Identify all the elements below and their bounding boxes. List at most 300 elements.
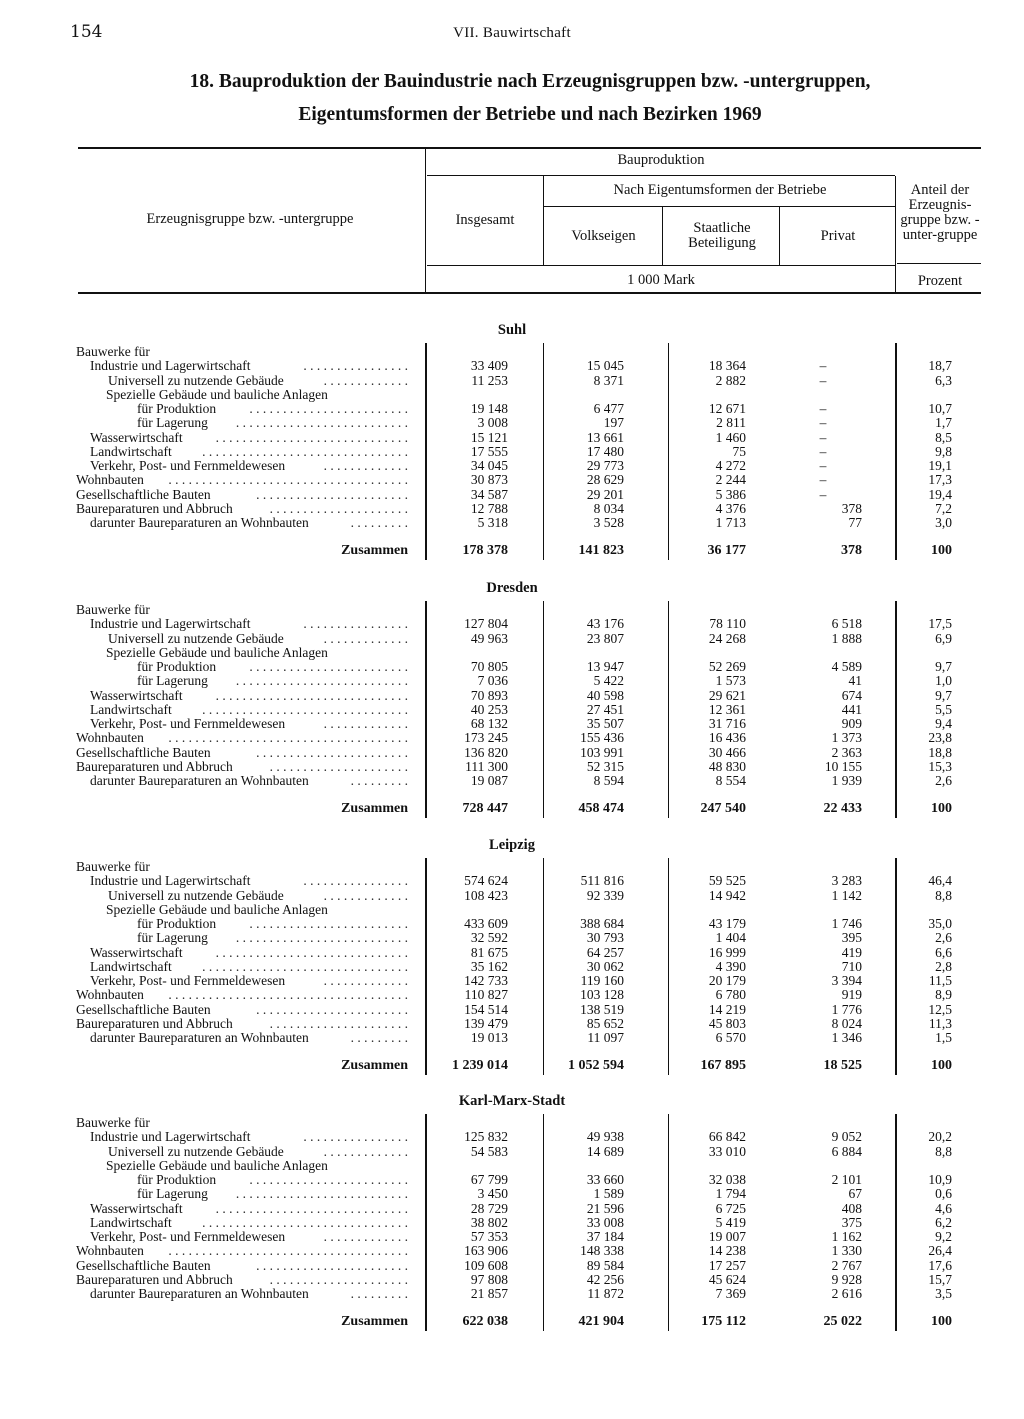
table-row xyxy=(0,774,1024,788)
leader-dots: . . . . . . . . . . . . . . . . . . . . . . . . xyxy=(249,916,408,931)
header-vline-insgesamt xyxy=(543,176,544,265)
cell-value: 2 244 xyxy=(715,472,746,488)
row-label: Gesellschaftliche Bauten xyxy=(76,1001,211,1017)
cell-value: 1 460 xyxy=(715,429,746,445)
cell-value: 43 179 xyxy=(708,916,746,931)
row-label: für Produktion xyxy=(137,659,217,674)
cell-value: 9,4 xyxy=(935,716,952,731)
row-label: für Lagerung xyxy=(137,673,208,689)
cell-value: 419 xyxy=(841,944,862,960)
cell-value: 433 609 xyxy=(464,916,508,931)
table-row xyxy=(0,388,1024,402)
cell-value: 10,7 xyxy=(928,401,952,416)
row-label: Baureparaturen und Abbruch xyxy=(76,500,233,516)
cell-value: 119 160 xyxy=(580,973,624,988)
total-label: Zusammen xyxy=(341,543,408,559)
row-label: Spezielle Gebäude und bauliche Anlagen xyxy=(106,644,328,660)
cell-value: 6 725 xyxy=(715,1200,746,1216)
cell-value: 3 528 xyxy=(593,515,624,530)
leader-dots: . . . . . . . . . . . . . . . . . . . . . . . . . . . . . xyxy=(215,1200,408,1216)
leader-dots: . . . . . . . . . . . . . . . . . . . . . . . . . . xyxy=(235,415,408,431)
total-value: 458 474 xyxy=(578,801,624,817)
header-unit-prozent: Prozent xyxy=(917,273,963,289)
cell-value: 2 767 xyxy=(831,1257,862,1273)
leader-dots: . . . . . . . . . . . . . xyxy=(323,1143,408,1159)
cell-value: 48 830 xyxy=(708,758,746,774)
total-value: 622 038 xyxy=(462,1314,508,1330)
cell-value: 8,5 xyxy=(935,429,952,445)
cell-value: 6,9 xyxy=(935,630,952,646)
cell-value: 16 999 xyxy=(708,944,746,960)
row-label: Wasserwirtschaft xyxy=(90,944,183,960)
table-row xyxy=(0,946,1024,960)
leader-dots: . . . . . . . . . . . . . . . . . . . . . . . . . . xyxy=(235,1186,408,1202)
leader-dots: . . . . . . . . . . . . . . . . . . . . . . . . . . . . . . . . . . . . xyxy=(168,730,408,746)
column-rule xyxy=(543,1114,544,1331)
row-label: Baureparaturen und Abbruch xyxy=(76,758,233,774)
column-rule xyxy=(425,858,427,1075)
column-rule xyxy=(543,343,544,560)
row-label: Landwirtschaft xyxy=(90,443,172,459)
cell-value: 9,7 xyxy=(935,659,952,674)
cell-value: 108 423 xyxy=(464,887,508,903)
cell-value: 7 036 xyxy=(477,673,508,689)
cell-value: 1 404 xyxy=(715,930,746,946)
table-row xyxy=(0,473,1024,487)
row-label: Verkehr, Post- und Fernmeldewesen xyxy=(90,716,286,731)
column-rule xyxy=(895,1114,897,1331)
column-rule xyxy=(425,1114,427,1331)
cell-value: 1 589 xyxy=(593,1186,624,1202)
header-bottom-rule xyxy=(78,292,981,294)
leader-dots: . . . . . . . . . xyxy=(350,773,408,788)
table-row xyxy=(0,459,1024,473)
header-vline-stub xyxy=(425,148,426,293)
cell-value: 33 010 xyxy=(708,1143,746,1159)
cell-value: 19 013 xyxy=(470,1030,508,1045)
table-row xyxy=(0,516,1024,530)
section-heading: Suhl xyxy=(497,322,527,338)
row-label: Verkehr, Post- und Fernmeldewesen xyxy=(90,973,286,988)
cell-value: 52 269 xyxy=(708,659,746,674)
cell-value: – xyxy=(819,401,827,416)
cell-value: 1 746 xyxy=(831,916,862,931)
cell-value: 1 330 xyxy=(831,1243,862,1259)
leader-dots: . . . . . . . . . . . . . xyxy=(323,630,408,646)
column-rule xyxy=(425,601,427,818)
table-row xyxy=(0,1259,1024,1273)
cell-value: 34 045 xyxy=(470,458,508,473)
table-row xyxy=(0,617,1024,631)
total-value: 1 052 594 xyxy=(568,1058,624,1074)
cell-value: 388 684 xyxy=(580,916,624,931)
cell-value: 9 052 xyxy=(831,1129,862,1145)
cell-value: 68 132 xyxy=(470,716,508,731)
cell-value: 92 339 xyxy=(586,887,624,903)
cell-value: 511 816 xyxy=(580,873,624,889)
cell-value: 2,6 xyxy=(935,930,952,946)
leader-dots: . . . . . . . . . . . . . . . . . . . . . . . . . . . . . . . . . . . . xyxy=(168,987,408,1003)
cell-value: 15,7 xyxy=(928,1271,952,1287)
header-vline-staatlich xyxy=(779,207,780,265)
cell-value: 17,3 xyxy=(928,472,952,488)
cell-value: 8 554 xyxy=(715,773,746,788)
table-row xyxy=(0,402,1024,416)
header-staatliche: Staatliche Beteiligung xyxy=(688,220,756,251)
cell-value: 674 xyxy=(841,687,862,703)
table-row xyxy=(0,903,1024,917)
column-rule xyxy=(895,858,897,1075)
cell-value: 11 097 xyxy=(587,1030,624,1045)
cell-value: 136 820 xyxy=(464,744,508,760)
cell-value: 11 872 xyxy=(587,1286,624,1301)
leader-dots: . . . . . . . . . . . . . . . . . . . . . . . . . . . . . . . xyxy=(202,958,408,974)
cell-value: 17 480 xyxy=(586,443,624,459)
cell-value: 11 253 xyxy=(471,372,508,388)
cell-value: 27 451 xyxy=(586,701,624,717)
table-row xyxy=(0,603,1024,617)
cell-value: 14 238 xyxy=(708,1243,746,1259)
row-label: für Lagerung xyxy=(137,415,208,431)
cell-value: 20 179 xyxy=(708,973,746,988)
table-row xyxy=(0,1244,1024,1258)
cell-value: 7,2 xyxy=(935,500,952,516)
table-row xyxy=(0,1017,1024,1031)
leader-dots: . . . . . . . . . . . . . . . . . . . . . . . . . . . . . . . . . . . . xyxy=(168,472,408,488)
total-value: 100 xyxy=(931,1314,952,1330)
total-value: 100 xyxy=(931,801,952,817)
table-row xyxy=(0,1273,1024,1287)
cell-value: 24 268 xyxy=(708,630,746,646)
table-title-line-2: Eigentumsformen der Betriebe und nach Bezirken 1969 xyxy=(298,104,762,125)
cell-value: 1 939 xyxy=(831,773,862,788)
table-row xyxy=(0,646,1024,660)
cell-value: 125 832 xyxy=(464,1129,508,1145)
column-rule xyxy=(668,1114,669,1331)
cell-value: 4 589 xyxy=(831,659,862,674)
cell-value: 7 369 xyxy=(715,1286,746,1301)
table-title-line-1: 18. Bauproduktion der Bauindustrie nach Erzeugnisgruppen bzw. -untergruppen, xyxy=(189,71,871,92)
cell-value: 70 805 xyxy=(470,659,508,674)
column-rule xyxy=(668,601,669,818)
cell-value: 5 422 xyxy=(593,673,624,689)
leader-dots: . . . . . . . . . . . . . . . . . . . . . . . . . . . . . xyxy=(215,429,408,445)
cell-value: 66 842 xyxy=(708,1129,746,1145)
cell-value: 0,6 xyxy=(935,1186,952,1202)
row-label: Wohnbauten xyxy=(76,472,144,488)
page-number: 154 xyxy=(70,22,103,42)
leader-dots: . . . . . . . . . . . . . . . . . . . . . . . . xyxy=(249,1172,408,1187)
total-value: 421 904 xyxy=(578,1314,624,1330)
cell-value: – xyxy=(819,443,827,459)
total-value: 175 112 xyxy=(701,1314,746,1330)
table-row xyxy=(0,1187,1024,1201)
table-row xyxy=(0,502,1024,516)
cell-value: 49 963 xyxy=(470,630,508,646)
leader-dots: . . . . . . . . . . . . . xyxy=(323,1229,408,1244)
row-label: Universell zu nutzende Gebäude xyxy=(108,372,284,388)
table-row xyxy=(0,674,1024,688)
cell-value: 77 xyxy=(848,515,862,530)
cell-value: 9,7 xyxy=(935,687,952,703)
header-insgesamt: Insgesamt xyxy=(455,212,515,228)
leader-dots: . . . . . . . . . . . . . . . . . . . . . . . . . . . . . . . xyxy=(202,1214,408,1230)
cell-value: 41 xyxy=(848,673,862,689)
cell-value: 2 882 xyxy=(715,372,746,388)
row-label: Landwirtschaft xyxy=(90,958,172,974)
header-volkseigen: Volkseigen xyxy=(571,228,636,244)
cell-value: 78 110 xyxy=(709,616,746,632)
cell-value: 3 450 xyxy=(477,1186,508,1202)
cell-value: 8 371 xyxy=(593,372,624,388)
cell-value: 20,2 xyxy=(928,1129,952,1145)
cell-value: 11,5 xyxy=(928,973,952,988)
leader-dots: . . . . . . . . . . . . . . . . . . . . . . . . . . . . . . . xyxy=(202,701,408,717)
column-rule xyxy=(425,343,427,560)
leader-dots: . . . . . . . . . . . . . . . . . . . . . xyxy=(269,1271,408,1287)
cell-value: 4 272 xyxy=(715,458,746,473)
cell-value: 148 338 xyxy=(580,1243,624,1259)
column-rule xyxy=(895,601,897,818)
total-value: 22 433 xyxy=(823,801,862,817)
cell-value: 9,2 xyxy=(935,1229,952,1244)
table-row xyxy=(0,1230,1024,1244)
table-row xyxy=(0,1159,1024,1173)
table-row xyxy=(0,917,1024,931)
table-row xyxy=(0,860,1024,874)
cell-value: 3 394 xyxy=(831,973,862,988)
cell-value: 13 661 xyxy=(586,429,624,445)
row-label: für Produktion xyxy=(137,1172,217,1187)
row-label: Spezielle Gebäude und bauliche Anlagen xyxy=(106,386,328,402)
cell-value: 45 803 xyxy=(708,1015,746,1031)
total-row xyxy=(0,1315,1024,1329)
total-row xyxy=(0,802,1024,816)
cell-value: 10 155 xyxy=(824,758,862,774)
section-heading: Leipzig xyxy=(489,837,535,853)
leader-dots: . . . . . . . . . xyxy=(350,1030,408,1045)
cell-value: 14 689 xyxy=(586,1143,624,1159)
cell-value: 1,7 xyxy=(935,415,952,431)
cell-value: 395 xyxy=(841,930,862,946)
eigentum-rule xyxy=(543,206,895,207)
table-row xyxy=(0,445,1024,459)
leader-dots: . . . . . . . . . . . . . . . . xyxy=(303,616,408,632)
cell-value: 5 419 xyxy=(715,1214,746,1230)
row-label: darunter Baureparaturen an Wohnbauten xyxy=(90,1030,309,1045)
cell-value: 30 793 xyxy=(586,930,624,946)
cell-value: 30 062 xyxy=(586,958,624,974)
total-value: 100 xyxy=(931,543,952,559)
table-row xyxy=(0,689,1024,703)
header-privat: Privat xyxy=(820,228,856,244)
cell-value: 32 038 xyxy=(708,1172,746,1187)
table-row xyxy=(0,874,1024,888)
cell-value: 909 xyxy=(841,716,862,731)
cell-value: 43 176 xyxy=(586,616,624,632)
row-label: Wasserwirtschaft xyxy=(90,687,183,703)
total-value: 100 xyxy=(931,1058,952,1074)
cell-value: 2 811 xyxy=(716,415,746,431)
column-rule xyxy=(543,858,544,1075)
cell-value: 2 616 xyxy=(831,1286,862,1301)
cell-value: 45 624 xyxy=(708,1271,746,1287)
cell-value: 197 xyxy=(603,415,624,431)
cell-value: 11,3 xyxy=(928,1015,952,1031)
cell-value: 29 773 xyxy=(586,458,624,473)
column-rule xyxy=(895,343,897,560)
cell-value: 8 024 xyxy=(831,1015,862,1031)
cell-value: 173 245 xyxy=(464,730,508,746)
cell-value: 2 101 xyxy=(831,1172,862,1187)
cell-value: 15 045 xyxy=(586,358,624,374)
cell-value: 2,8 xyxy=(935,958,952,974)
cell-value: 30 873 xyxy=(470,472,508,488)
cell-value: 441 xyxy=(841,701,862,717)
total-value: 25 022 xyxy=(823,1314,862,1330)
leader-dots: . . . . . . . . . . . . . . . . . . . . . . . xyxy=(256,744,408,760)
row-label: Baureparaturen und Abbruch xyxy=(76,1271,233,1287)
total-value: 36 177 xyxy=(707,543,746,559)
cell-value: 155 436 xyxy=(580,730,624,746)
row-label: Bauwerke für xyxy=(76,859,150,874)
cell-value: 18,8 xyxy=(928,744,952,760)
header-stub: Erzeugnisgruppe bzw. -untergruppe xyxy=(146,211,354,227)
cell-value: 70 893 xyxy=(470,687,508,703)
leader-dots: . . . . . . . . . . . . . xyxy=(323,372,408,388)
cell-value: – xyxy=(819,458,827,473)
total-label: Zusammen xyxy=(341,801,408,817)
leader-dots: . . . . . . . . . . . . . . . . . . . . . . . xyxy=(256,1001,408,1017)
cell-value: 59 525 xyxy=(708,873,746,889)
table-row xyxy=(0,416,1024,430)
leader-dots: . . . . . . . . . xyxy=(350,515,408,530)
cell-value: 21 857 xyxy=(470,1286,508,1301)
cell-value: 139 479 xyxy=(464,1015,508,1031)
cell-value: – xyxy=(819,358,827,374)
leader-dots: . . . . . . . . . . . . . . . . . . . . . . . . . . . . . xyxy=(215,944,408,960)
table-row xyxy=(0,1145,1024,1159)
table-row xyxy=(0,1031,1024,1045)
header-nach-eigentum: Nach Eigentumsformen der Betriebe xyxy=(613,182,827,198)
table-row xyxy=(0,488,1024,502)
cell-value: 1 373 xyxy=(831,730,862,746)
cell-value: 19,4 xyxy=(928,486,952,502)
cell-value: 1 776 xyxy=(831,1001,862,1017)
row-label: Bauwerke für xyxy=(76,1115,150,1130)
header-top-rule xyxy=(78,147,981,149)
cell-value: 21 596 xyxy=(586,1200,624,1216)
cell-value: 28 729 xyxy=(470,1200,508,1216)
cell-value: 3 283 xyxy=(831,873,862,889)
cell-value: 1 346 xyxy=(831,1030,862,1045)
table-row xyxy=(0,746,1024,760)
leader-dots: . . . . . . . . . . . . . . . . . . . . . . . . . . . . . xyxy=(215,687,408,703)
row-label: Verkehr, Post- und Fernmeldewesen xyxy=(90,458,286,473)
cell-value: 35 507 xyxy=(586,716,624,731)
cell-value: 1 794 xyxy=(715,1186,746,1202)
cell-value: 35,0 xyxy=(928,916,952,931)
cell-value: 6 570 xyxy=(715,1030,746,1045)
row-label: Industrie und Lagerwirtschaft xyxy=(90,1129,251,1145)
cell-value: 9,8 xyxy=(935,443,952,459)
cell-value: 89 584 xyxy=(586,1257,624,1273)
cell-value: 19 087 xyxy=(470,773,508,788)
cell-value: 3,5 xyxy=(935,1286,952,1301)
cell-value: 15,3 xyxy=(928,758,952,774)
column-rule xyxy=(668,343,669,560)
cell-value: 35 162 xyxy=(470,958,508,974)
leader-dots: . . . . . . . . . xyxy=(350,1286,408,1301)
total-label: Zusammen xyxy=(341,1314,408,1330)
cell-value: 1 142 xyxy=(831,887,862,903)
cell-value: 6,3 xyxy=(935,372,952,388)
cell-value: 163 906 xyxy=(464,1243,508,1259)
anteil-rule xyxy=(897,263,981,264)
cell-value: 10,9 xyxy=(928,1172,952,1187)
running-head: VII. Bauwirtschaft xyxy=(453,25,571,41)
leader-dots: . . . . . . . . . . . . . xyxy=(323,458,408,473)
table-row xyxy=(0,889,1024,903)
row-label: Wasserwirtschaft xyxy=(90,1200,183,1216)
cell-value: 19 148 xyxy=(470,401,508,416)
table-row xyxy=(0,1130,1024,1144)
leader-dots: . . . . . . . . . . . . . . . . . . . . . . . . . . . . . . . . . . . . xyxy=(168,1243,408,1259)
cell-value: – xyxy=(819,472,827,488)
header-anteil: Anteil der Erzeugnis-gruppe bzw. -unter-gruppe xyxy=(900,182,980,243)
table-row xyxy=(0,431,1024,445)
row-label: für Lagerung xyxy=(137,930,208,946)
table-row xyxy=(0,1003,1024,1017)
row-label: Industrie und Lagerwirtschaft xyxy=(90,358,251,374)
row-label: Wohnbauten xyxy=(76,1243,144,1259)
cell-value: – xyxy=(819,486,827,502)
row-label: Universell zu nutzende Gebäude xyxy=(108,887,284,903)
cell-value: 85 652 xyxy=(586,1015,624,1031)
total-value: 728 447 xyxy=(462,801,508,817)
table-row xyxy=(0,1116,1024,1130)
cell-value: 52 315 xyxy=(586,758,624,774)
cell-value: 33 409 xyxy=(470,358,508,374)
cell-value: 6 518 xyxy=(831,616,862,632)
cell-value: 42 256 xyxy=(586,1271,624,1287)
cell-value: 5 386 xyxy=(715,486,746,502)
cell-value: 1 162 xyxy=(831,1229,862,1244)
cell-value: 17,5 xyxy=(928,616,952,632)
cell-value: 3 008 xyxy=(477,415,508,431)
cell-value: 138 519 xyxy=(580,1001,624,1017)
leader-dots: . . . . . . . . . . . . . . . . . . . . . . . xyxy=(256,486,408,502)
cell-value: 64 257 xyxy=(586,944,624,960)
row-label: Bauwerke für xyxy=(76,602,150,617)
cell-value: 57 353 xyxy=(470,1229,508,1244)
cell-value: 33 660 xyxy=(586,1172,624,1187)
leader-dots: . . . . . . . . . . . . . xyxy=(323,973,408,988)
row-label: darunter Baureparaturen an Wohnbauten xyxy=(90,1286,309,1301)
row-label: Industrie und Lagerwirtschaft xyxy=(90,873,251,889)
cell-value: 54 583 xyxy=(470,1143,508,1159)
cell-value: 49 938 xyxy=(586,1129,624,1145)
row-label: Wasserwirtschaft xyxy=(90,429,183,445)
cell-value: 26,4 xyxy=(928,1243,952,1259)
cell-value: 1,0 xyxy=(935,673,952,689)
row-label: darunter Baureparaturen an Wohnbauten xyxy=(90,515,309,530)
total-value: 167 895 xyxy=(700,1058,746,1074)
cell-value: 574 624 xyxy=(464,873,508,889)
row-label: für Produktion xyxy=(137,916,217,931)
table-row xyxy=(0,717,1024,731)
cell-value: 97 808 xyxy=(470,1271,508,1287)
